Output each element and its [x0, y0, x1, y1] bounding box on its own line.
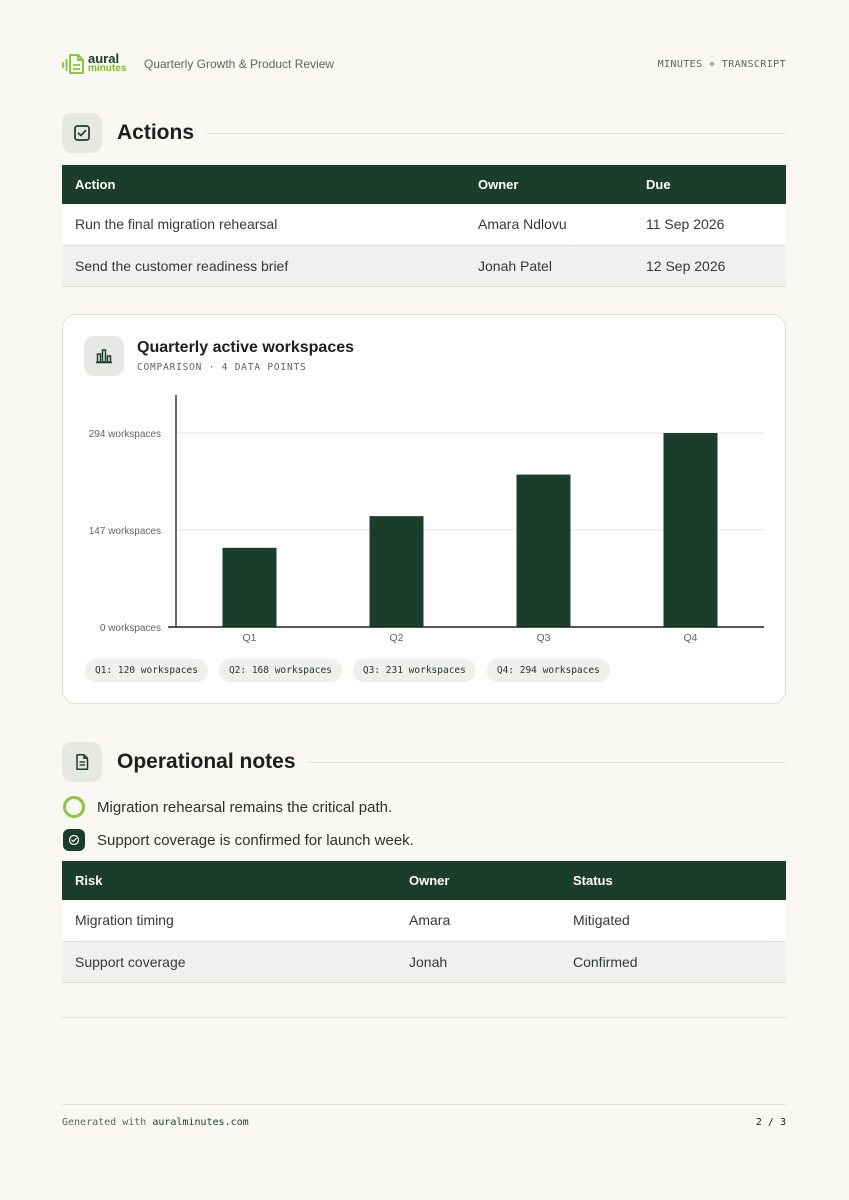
header-left [62, 50, 334, 78]
owner-cell: Jonah Patel [465, 245, 633, 286]
actions-table [62, 165, 786, 287]
logo-word-aural: aural [88, 51, 120, 66]
check-circle-icon [63, 829, 85, 851]
column-header-owner: Owner [396, 861, 560, 900]
logo-wordmark [88, 51, 127, 74]
content-divider [62, 1017, 786, 1018]
table-header-row [62, 165, 786, 204]
table-row [62, 941, 786, 982]
document-title: Quarterly Growth & Product Review [144, 57, 335, 71]
chart-value-pills [85, 659, 621, 682]
table-row [62, 900, 786, 941]
note-item [63, 829, 414, 851]
open-circle-icon [63, 796, 85, 818]
bar [370, 516, 424, 627]
notes-title: Operational notes [117, 750, 296, 773]
value-pill: Q2: 168 workspaces [219, 659, 342, 682]
bar-chart-icon [84, 336, 124, 376]
footer-divider [62, 1104, 786, 1105]
owner-cell: Amara [396, 900, 560, 941]
chart-subtitle: COMPARISON · 4 DATA POINTS [137, 362, 307, 373]
section-divider [206, 133, 786, 134]
document-icon [62, 742, 102, 782]
chart-card [62, 314, 786, 704]
note-item [63, 796, 392, 818]
owner-cell: Jonah [396, 941, 560, 982]
owner-cell: Amara Ndlovu [465, 204, 633, 245]
table-row [62, 204, 786, 245]
document-type-label: MINUTES + TRANSCRIPT [657, 58, 786, 70]
value-pill: Q1: 120 workspaces [85, 659, 208, 682]
x-tick-label: Q3 [536, 632, 551, 644]
y-tick-label: 147 workspaces [88, 526, 161, 537]
column-header-risk: Risk [62, 861, 396, 900]
bar [664, 433, 718, 627]
action-cell: Run the final migration rehearsal [62, 204, 465, 245]
column-header-due: Due [633, 165, 786, 204]
footer-link[interactable]: auralminutes.com [152, 1117, 249, 1128]
status-cell: Mitigated [560, 900, 786, 941]
checkbox-icon [62, 113, 102, 153]
x-tick-label: Q1 [242, 632, 257, 644]
status-cell: Confirmed [560, 941, 786, 982]
brand-logo [62, 50, 128, 78]
page-number: 2 / 3 [755, 1117, 786, 1128]
footer-credit [62, 1117, 249, 1128]
actions-section-heading [62, 113, 786, 153]
section-divider [308, 762, 786, 763]
table-header-row [62, 861, 786, 900]
logo-word-minutes: minutes [88, 63, 127, 74]
table-row [62, 245, 786, 286]
column-header-owner: Owner [465, 165, 633, 204]
column-header-status: Status [560, 861, 786, 900]
risk-cell: Migration timing [62, 900, 396, 941]
bar [223, 548, 277, 627]
value-pill: Q4: 294 workspaces [487, 659, 610, 682]
waveform-doc-icon [62, 53, 86, 75]
y-tick-label: 294 workspaces [88, 429, 161, 440]
due-cell: 12 Sep 2026 [633, 245, 786, 286]
page-footer [62, 1117, 786, 1128]
bar-chart [63, 315, 785, 703]
footer-prefix: Generated with [62, 1117, 153, 1128]
column-header-action: Action [62, 165, 465, 204]
y-tick-label: 0 workspaces [99, 623, 161, 634]
risks-table [62, 861, 786, 983]
note-text: Migration rehearsal remains the critical path. [97, 798, 393, 816]
actions-title: Actions [117, 121, 195, 144]
page-header [62, 50, 786, 78]
action-cell: Send the customer readiness brief [62, 245, 465, 286]
due-cell: 11 Sep 2026 [633, 204, 786, 245]
bar [517, 475, 571, 627]
risk-cell: Support coverage [62, 941, 396, 982]
notes-section-heading [62, 742, 786, 782]
value-pill: Q3: 231 workspaces [353, 659, 476, 682]
x-tick-label: Q4 [683, 632, 698, 644]
chart-title: Quarterly active workspaces [137, 339, 355, 356]
note-text: Support coverage is confirmed for launch week. [97, 831, 414, 849]
x-tick-label: Q2 [389, 632, 404, 644]
